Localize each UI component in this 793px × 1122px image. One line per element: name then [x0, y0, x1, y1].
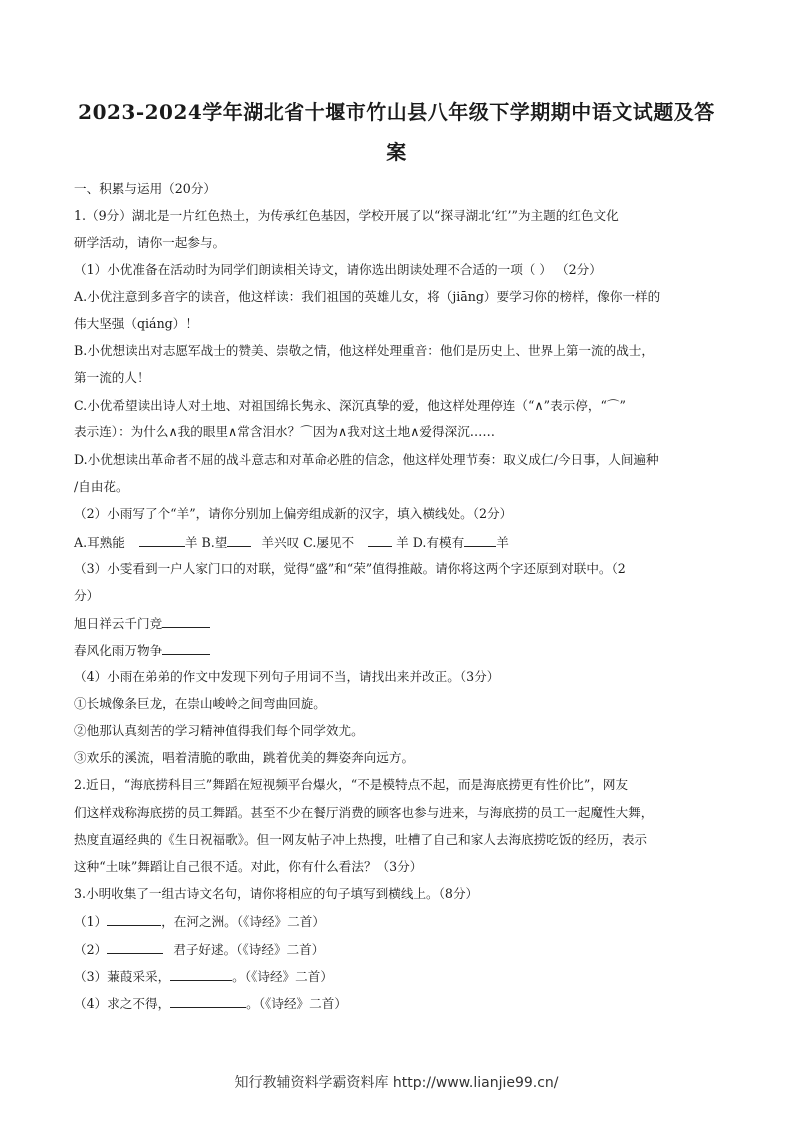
- answer-blank[interactable]: [464, 534, 496, 547]
- title-line-1: 2023-2024学年湖北省十堰市竹山县八年级下学期期中语文试题及答: [78, 100, 715, 124]
- document-title: [60, 92, 733, 172]
- q1-3-stem-cont: 分）: [74, 588, 100, 603]
- couplet-text-2: 春风化雨万物争: [74, 643, 163, 658]
- couplet-line-2: [74, 642, 724, 659]
- q1-2-options: [74, 534, 724, 551]
- q3-item-3: [74, 968, 724, 985]
- answer-blank[interactable]: [227, 534, 251, 547]
- option-a-cont: 伟大坚强（qiáng）！: [74, 316, 198, 331]
- q2-line-4: 这种“土味”舞蹈让自己很不适。对此，你有什么看法？（3分）: [74, 859, 423, 874]
- q1-4-stem: （4）小雨在弟弟的作文中发现下列句子用词不当，请找出来并改正。（3分）: [74, 669, 500, 684]
- option-b-cont: 第一流的人！: [74, 370, 150, 385]
- q3-item-2: [74, 941, 724, 958]
- q1-2-b-suffix: 羊兴叹 C.屡见不: [261, 535, 355, 550]
- q1-2-d-suffix: 羊: [496, 535, 509, 550]
- q3-item-4: [74, 995, 724, 1012]
- q1-2-a-suffix: 羊 B.望: [184, 535, 228, 550]
- q1-3-stem: （3）小雯看到一户人家门口的对联，觉得“盛”和“荣”值得推敲。请你将这两个字还原到对联中。（2: [74, 561, 626, 576]
- q3-item-3-suffix: 。（《诗经》二首）: [232, 969, 333, 984]
- couplet-line-1: [74, 615, 724, 632]
- q3-item-4-suffix: 。（《诗经》二首）: [246, 996, 347, 1011]
- option-b: B.小优想读出对志愿军战士的赞美、崇敬之情，他这样处理重音：他们是历史上、世界上第一流的战士，: [74, 343, 654, 358]
- answer-blank[interactable]: [107, 913, 161, 926]
- q3-item-3-prefix: （3）蒹葭采采，: [74, 969, 171, 984]
- answer-blank[interactable]: [170, 968, 232, 981]
- answer-blank[interactable]: [139, 534, 185, 547]
- q3-item-2-suffix: 君子好逑。（《诗经》二首）: [173, 942, 325, 957]
- q2-line-2: 们这样戏称海底捞的员工舞蹈。甚至不少在餐厅消费的顾客也参与进来，与海底捞的员工一起魔性大舞，: [74, 805, 654, 820]
- q3-item-1-suffix: ，在河之洲。（《诗经》二首）: [161, 914, 325, 929]
- q2-line-3: 热度直逼经典的《生日祝福歌》。但一网友帖子冲上热搜，吐槽了自己和家人去海底捞吃饭的经历，表示: [74, 832, 648, 847]
- option-c-cont: 表示连）：为什么∧我的眼里∧常含泪水？⌒因为∧我对这土地∧爱得深沉……: [74, 424, 495, 439]
- answer-blank[interactable]: [162, 615, 210, 628]
- q1-2-c-suffix: 羊 D.有模有: [396, 535, 465, 550]
- answer-blank[interactable]: [162, 642, 210, 655]
- option-c: C.小优希望读出诗人对土地、对祖国绵长隽永、深沉真挚的爱，他这样处理停连（“∧”表示停，“⌒”: [74, 398, 626, 413]
- q3-item-1-prefix: （1）: [74, 914, 108, 929]
- q3-item-2-prefix: （2）: [74, 942, 108, 957]
- sentence-1: ①长城像条巨龙，在崇山峻岭之间弯曲回旋。: [74, 696, 326, 711]
- option-d-cont: /自由花。: [74, 479, 129, 494]
- sentence-3: ③欢乐的溪流，唱着清脆的歌曲，跳着优美的舞姿奔向远方。: [74, 750, 415, 765]
- title-line-2: 案: [386, 140, 407, 164]
- q3-item-4-prefix: （4）求之不得，: [74, 996, 171, 1011]
- q1-2-a-prefix: A.耳熟能: [74, 535, 125, 550]
- option-d: D.小优想读出革命者不屈的战斗意志和对革命必胜的信念，他这样处理节奏：取义成仁/今日事，人间遍种: [74, 452, 659, 467]
- footer-watermark: 知行教辅资料学霸资料库 http://www.lianjie99.cn/: [234, 1075, 559, 1091]
- q3-stem: 3.小明收集了一组古诗文名句，请你将相应的句子填写到横线上。（8分）: [74, 886, 479, 901]
- q1-2-stem: （2）小雨写了个“羊”，请你分别加上偏旁组成新的汉字，填入横线处。（2分）: [74, 506, 513, 521]
- q2-line-1: 2.近日，“海底捞科目三”舞蹈在短视频平台爆火，“不是模特点不起，而是海底捞更有性价比”，网友: [74, 777, 629, 792]
- answer-blank[interactable]: [170, 995, 246, 1008]
- sentence-2: ②他那认真刻苦的学习精神值得我们每个同学效尤。: [74, 723, 364, 738]
- q3-item-1: [74, 913, 724, 930]
- answer-blank[interactable]: [107, 941, 163, 954]
- option-a: A.小优注意到多音字的读音，他这样读：我们祖国的英雄儿女，将（jiāng）要学习你的榜样，像你一样的: [74, 289, 661, 304]
- section-heading: 一、积累与运用（20分）: [74, 181, 216, 196]
- q1-intro: 1.（9分）湖北是一片红色热土，为传承红色基因，学校开展了以“探寻湖北‘红’”为主题的红色文化: [74, 208, 619, 223]
- q1-intro-cont: 研学活动，请你一起参与。: [74, 235, 226, 250]
- couplet-text-1: 旭日祥云千门竞: [74, 616, 163, 631]
- answer-blank[interactable]: [368, 534, 392, 547]
- q1-1-stem: （1）小优准备在活动时为同学们朗读相关诗文，请你选出朗读处理不合适的一项（ ） （2分）: [74, 262, 602, 277]
